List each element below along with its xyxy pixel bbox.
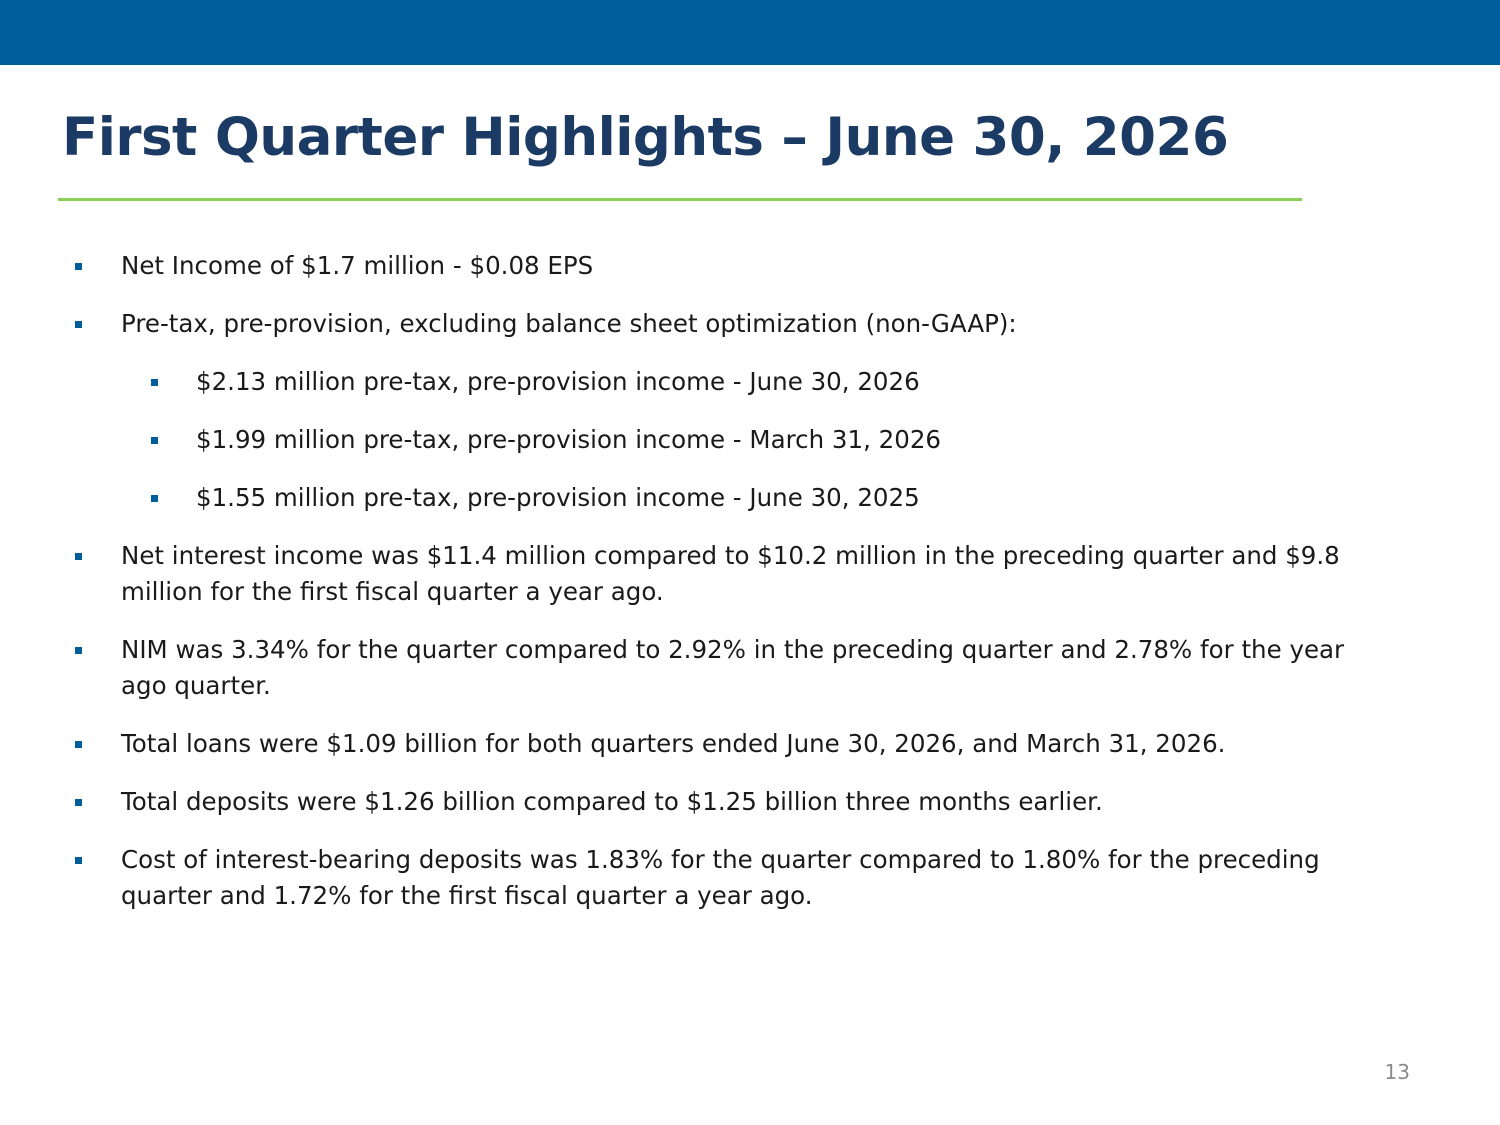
square-bullet-icon	[151, 437, 158, 444]
bullet-text: $2.13 million pre-tax, pre-provision income - June 30, 2026	[196, 367, 920, 396]
bullet-item	[0, 726, 1381, 762]
title-divider	[58, 198, 1302, 201]
bullet-text: $1.99 million pre-tax, pre-provision income - March 31, 2026	[196, 425, 942, 454]
bullet-text: Net interest income was $11.4 million compared to $10.2 million in the preceding quarter and $9.8 million for the first fiscal quarter a year ago.	[121, 541, 1340, 606]
square-bullet-icon	[75, 553, 82, 560]
sub-bullet-item	[0, 480, 1381, 516]
square-bullet-icon	[75, 321, 82, 328]
bullet-item	[0, 538, 1381, 610]
bullet-item	[0, 306, 1381, 342]
page-number: 13	[1384, 1060, 1410, 1084]
bullet-item	[0, 632, 1381, 704]
highlights-list	[0, 248, 1500, 936]
bullet-text: Pre-tax, pre-provision, excluding balance sheet optimization (non-GAAP):	[121, 309, 1017, 338]
bullet-item	[0, 248, 1381, 284]
sub-bullet-item	[0, 422, 1381, 458]
bullet-text: $1.55 million pre-tax, pre-provision income - June 30, 2025	[196, 483, 920, 512]
bullet-text: Total loans were $1.09 billion for both quarters ended June 30, 2026, and March 31, 2026.	[121, 729, 1226, 758]
header-bar	[0, 0, 1500, 65]
bullet-text: Total deposits were $1.26 billion compared to $1.25 billion three months earlier.	[121, 787, 1103, 816]
bullet-text: NIM was 3.34% for the quarter compared to 2.92% in the preceding quarter and 2.78% for the year ago quarter.	[121, 635, 1345, 700]
square-bullet-icon	[151, 495, 158, 502]
square-bullet-icon	[75, 263, 82, 270]
bullet-text: Net Income of $1.7 million - $0.08 EPS	[121, 251, 594, 280]
bullet-item	[0, 842, 1381, 914]
bullet-text: Cost of interest-bearing deposits was 1.83% for the quarter compared to 1.80% for the preceding quarter and 1.72% for the first fiscal quarter a year ago.	[121, 845, 1320, 910]
square-bullet-icon	[75, 647, 82, 654]
slide-title: First Quarter Highlights – June 30, 2026	[62, 107, 1229, 168]
square-bullet-icon	[75, 799, 82, 806]
bullet-item	[0, 784, 1381, 820]
sub-bullet-item	[0, 364, 1381, 400]
square-bullet-icon	[75, 857, 82, 864]
square-bullet-icon	[151, 379, 158, 386]
square-bullet-icon	[75, 741, 82, 748]
